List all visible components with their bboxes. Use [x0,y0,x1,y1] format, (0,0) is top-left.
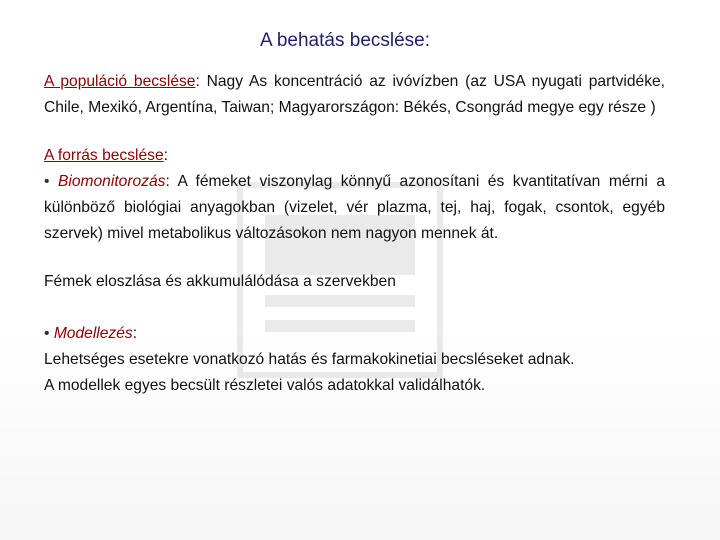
modelling-term: Modellezés [53,325,133,342]
population-text: Nagy As koncentráció az ivóvízben (az USA nyugati partvidéke, Chile, Mexikó, Argentína, Taiwan; Magyarországon: Békés, Csongrád megye egy része ) [44,73,666,116]
modelling-colon: : [132,325,138,342]
biomonitoring-paragraph [44,169,665,247]
modelling-line-2: A modellek egyes becsült részletei valós adatokkal validálhatók. [44,377,486,394]
modelling-heading-line [44,321,665,347]
source-colon: : [163,147,168,164]
population-paragraph [44,69,665,121]
source-heading: A forrás becslése [44,147,164,164]
slide-title: A behatás becslése: [259,30,431,51]
bullet-icon: • [44,325,50,342]
source-heading-line [44,143,665,169]
biomonitoring-term: Biomonitorozás [57,173,166,190]
distribution-text: Fémek eloszlása és akkumulálódása a szervekben [44,273,396,290]
modelling-line-1: Lehetséges esetekre vonatkozó hatás és farmakokinetiai becsléseket adnak. [44,351,575,368]
population-colon: : [195,73,200,90]
biomonitoring-text: : A fémeket viszonylag könnyű azonosítani és kvantitatívan mérni a különböző biológiai anyagokban (vizelet, vér plazma, tej, haj, fogak, csontok, egyéb szervek) mivel metabolikus változásokon nem nagyon mennek át. [44,173,665,242]
population-heading: A populáció becslése [44,73,196,90]
slide-content [44,69,665,399]
bullet-icon: • [44,173,50,190]
